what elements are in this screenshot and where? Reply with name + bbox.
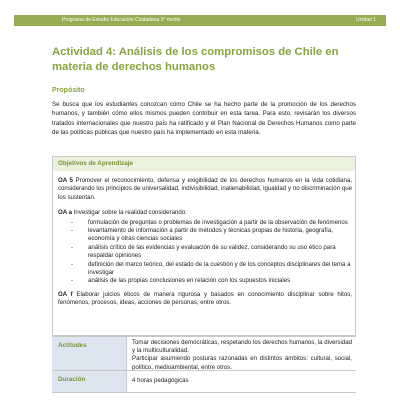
activity-title: Actividad 4: Análisis de los compromisos de Chile en materia de derechos humanos [52, 46, 339, 73]
oaa-code: OA a [58, 209, 72, 217]
objectives-heading: Objetivos de Aprendizaje [58, 160, 133, 167]
attitudes-label: Actitudes [58, 342, 87, 349]
info-table [52, 336, 356, 393]
oaa-text: Investigar sobre la realidad considerando: [72, 209, 187, 217]
objective-oaf [58, 291, 352, 308]
objectives-body [58, 177, 352, 315]
unit-label: Unidad 1 [355, 17, 376, 23]
objective-oaa [58, 209, 352, 217]
duration-value: 4 horas pedagógicas [132, 377, 189, 384]
list-item: - análisis crítico de las evidencias y evaluación de su validez, considerando su uso ético para respaldar opiniones [58, 244, 352, 261]
program-name: Programa de Estudio Educación Ciudadana 3° medio [62, 17, 181, 23]
oaf-code: OA f [58, 290, 73, 298]
oaa-list [58, 219, 352, 286]
duration-value-cell [126, 371, 356, 392]
purpose-heading: Propósito [52, 87, 85, 94]
oa5-code: OA 5 [58, 177, 73, 184]
oaf-text: Elaborar juicios éticos de manera rigurosa y basados en conocimiento disciplinar sobre hitos, fenómenos, procesos, ideas, acciones de personas, entre otros. [58, 290, 352, 307]
duration-label: Duración [58, 376, 86, 383]
duration-label-cell [52, 371, 126, 392]
objectives-box [52, 156, 356, 336]
list-item: - formulación de preguntas o problemas de investigación a partir de la observación de fenómenos [58, 219, 352, 227]
oa5-text: Promover el reconocimiento, defensa y exigibilidad de los derechos humanos en la vida cotidiana, considerando los principios de universalidad, indivisibilidad, inalienabilidad, igualdad y no discriminación que los sustentan. [58, 177, 353, 201]
header-bar [14, 15, 386, 26]
list-item: - definición del marco teórico, del estado de la cuestión y de los conceptos disciplinares del tema a investigar [58, 261, 352, 278]
attitudes-value-cell [126, 337, 356, 370]
objectives-header [53, 157, 355, 171]
attitude-line: Participar asumiendo posturas razonadas en distintos ámbitos: cultural, social, político, medioambiental, entre otros. [132, 355, 352, 371]
table-row [52, 336, 356, 371]
table-row [52, 371, 356, 393]
attitude-line: Tomar decisiones democráticas, respetando los derechos humanos, la diversidad y la multiculturalidad. [132, 339, 352, 355]
objective-oa5 [58, 177, 352, 202]
purpose-text: Se busca que los estudiantes conozcan cómo Chile se ha hecho parte de la promoción de los derechos humanos, y también cómo ellos mismos pueden contribuir en esta tarea. Para esto, revisarán los diversos tratados internacionales que nuestro país ha ratificado y el Plan Nacional de Derechos Humanos como parte de las políticas públicas que nuestro país ha implementado en esta materia. [52, 101, 356, 136]
list-item: - análisis de las propias conclusiones en relación con los supuestos iniciales [58, 277, 352, 285]
attitudes-label-cell [52, 337, 126, 370]
list-item: - levantamiento de información a partir de métodos y técnicas propias de historia, geografía, economía y otras ciencias sociales [58, 227, 352, 244]
